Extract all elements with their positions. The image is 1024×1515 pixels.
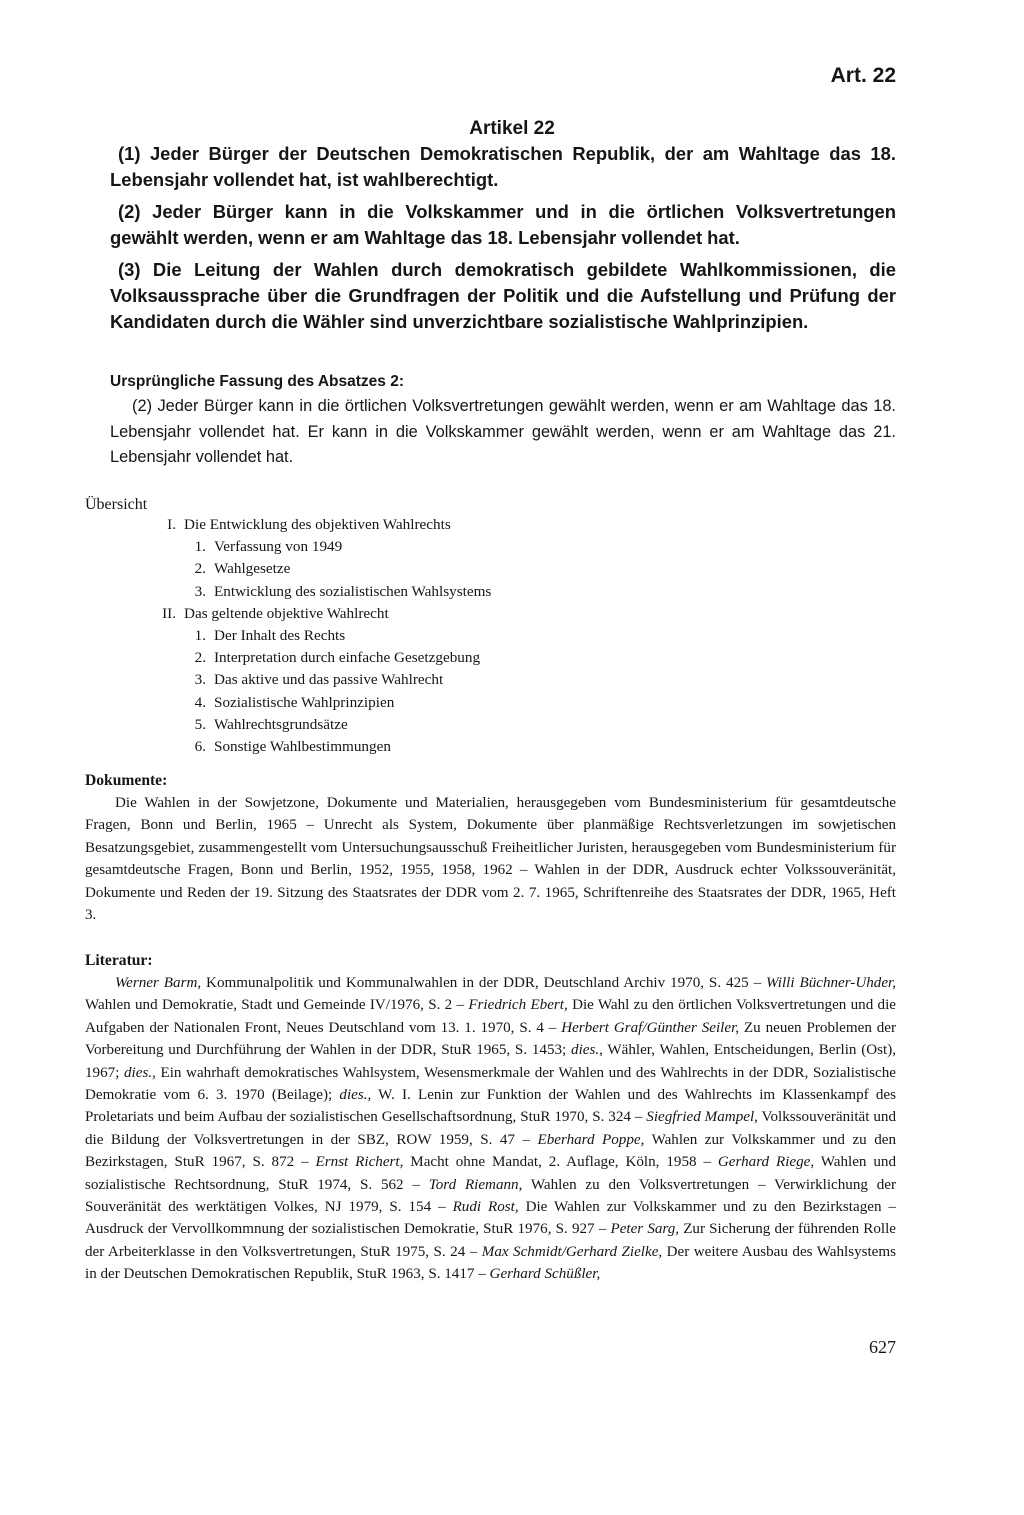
overview-item <box>150 581 491 603</box>
overview-item-number: 5. <box>194 715 206 733</box>
overview-item-number: 6. <box>194 737 206 755</box>
literature-citation: Macht ohne Mandat, 2. Auflage, Köln, 1958 – <box>403 1154 718 1171</box>
literature-text <box>85 972 896 1286</box>
overview-item-number: I. <box>167 516 176 533</box>
literature-citation: Wahlen zu den Volksvertretungen – Verwirklichung der Souveränität des werktätigen Volkes, NJ 1979, S. 154 – <box>85 1176 896 1216</box>
literature-author: Friedrich Ebert, <box>468 997 568 1014</box>
literature-citation: Zu neuen Problemen der Vorbereitung und Durchführung der Wahlen in der DDR, StuR 1965, S. 1453; <box>85 1019 897 1059</box>
overview-item-label: Die Entwicklung des objektiven Wahlrechts <box>184 516 451 533</box>
literature-author: Willi Büchner-Uhder, <box>766 975 897 991</box>
overview-item-label: Das geltende objektive Wahlrecht <box>184 604 389 622</box>
literature-author: dies., <box>571 1042 603 1059</box>
literature-citation: Der weitere Ausbau des Wahlsystems in der Deutschen Demokratischen Republik, StuR 1963, S. 1417 – <box>85 1243 896 1283</box>
original-version-heading: Ursprüngliche Fassung des Absatzes 2: <box>110 373 405 390</box>
literature-author: Peter Sarg, <box>610 1221 680 1238</box>
literature-author: dies., <box>124 1064 156 1081</box>
literature-author: Tord Riemann, <box>428 1176 523 1193</box>
documents-heading: Dokumente: <box>85 772 168 789</box>
literature-citation: Ein wahrhaft demokratisches Wahlsystem, Wesensmerkmale der Wahlen und des Wahlrechts in der DDR, Sozialistische Demokratie vom 6. 3. 1970 (Beilage); <box>85 1064 897 1104</box>
literature-author: Werner Barm, <box>115 975 202 991</box>
overview-item-label: Das aktive und das passive Wahlrecht <box>214 671 444 689</box>
overview-item-number: 3. <box>194 582 206 600</box>
article-paragraph-1: (1) Jeder Bürger der Deutschen Demokratischen Republik, der am Wahltage das 18. Lebensjahr vollendet hat, ist wahlberechtigt. <box>110 143 896 190</box>
overview-item <box>150 514 491 536</box>
overview-item-label: Sozialistische Wahlprinzipien <box>214 693 395 711</box>
original-version-section <box>110 370 896 471</box>
overview-heading: Übersicht <box>85 496 148 513</box>
literature-citation: Kommunalpolitik und Kommunalwahlen in der DDR, Deutschland Archiv 1970, S. 425 – <box>201 975 767 991</box>
overview-item-label: Wahlgesetze <box>214 560 291 578</box>
overview-item <box>150 692 491 714</box>
literature-citation: W. I. Lenin zur Funktion der Wahlen und des Wahlrechts im Klassenkampf des Proletariats und beim Aufbau der sozialistischen Gesellschaftsordnung, StuR 1970, S. 324 – <box>85 1087 896 1126</box>
overview-item <box>150 536 491 558</box>
overview-item-number: 3. <box>194 671 206 689</box>
article-paragraph-3: (3) Die Leitung der Wahlen durch demokratisch gebildete Wahlkommissionen, die Volksaussprache über die Grundfragen der Politik und die Aufstellung und Prüfung der Kandidaten durch die Wähler sind unverzichtbare sozialistische Wahlprinzipien. <box>110 259 896 332</box>
page-number: 627 <box>869 1337 896 1357</box>
overview-item <box>150 558 491 580</box>
literature-section <box>85 950 896 1286</box>
overview-item-label: Der Inhalt des Rechts <box>214 626 346 644</box>
running-header-article: Art. 22 <box>830 64 896 87</box>
literature-author: Eberhard Poppe, <box>537 1131 645 1148</box>
literature-citation: Wähler, Wahlen, Entscheidungen, Berlin (Ost), 1967; <box>85 1042 896 1081</box>
literature-author: Gerhard Riege, <box>717 1154 815 1171</box>
overview-item <box>150 647 491 669</box>
article-text <box>110 141 896 341</box>
overview-item <box>150 625 491 647</box>
literature-citation: Wahlen und Demokratie, Stadt und Gemeinde IV/1976, S. 2 – <box>85 997 469 1014</box>
overview-item <box>150 736 491 758</box>
literature-author: dies., <box>339 1087 372 1104</box>
overview-item-number: 4. <box>194 693 206 711</box>
overview-item-number: 2. <box>194 560 206 578</box>
overview-item-number: 1. <box>194 538 206 556</box>
overview-list <box>150 514 491 758</box>
literature-author: Siegfried Mampel, <box>646 1109 758 1126</box>
article-paragraph-2: (2) Jeder Bürger kann in die Volkskammer und in die örtlichen Volksvertretungen gewählt werden, wenn er am Wahltage das 18. Lebensjahr vollendet hat. <box>110 201 896 248</box>
article-title: Artikel 22 <box>469 118 555 139</box>
overview-item-number: 2. <box>194 649 206 667</box>
literature-citation: Volkssouveränität und die Bildung der Volksvertretungen in der SBZ, ROW 1959, S. 47 – <box>85 1109 896 1148</box>
literature-author: Herbert Graf/Günther Seiler, <box>561 1019 740 1036</box>
overview-item <box>150 603 491 625</box>
literature-author: Rudi Rost, <box>452 1199 519 1216</box>
overview-item-label: Wahlrechtsgrundsätze <box>214 715 348 733</box>
literature-citation: Zur Sicherung der führenden Rolle der Arbeiterklasse in den Volksvertretungen, StuR 1975, S. 24 – <box>85 1221 896 1260</box>
overview-item-label: Verfassung von 1949 <box>214 538 343 556</box>
literature-citation: Die Wahlen zur Volkskammer und zu den Bezirkstagen – Ausdruck der Vervollkommnung der sozialistischen Demokratie, StuR 1976, S. 927 – <box>85 1199 896 1238</box>
literature-author: Max Schmidt/Gerhard Zielke, <box>481 1243 663 1260</box>
overview-item <box>150 714 491 736</box>
overview-item-number: 1. <box>194 626 206 644</box>
literature-citation: Wahlen zur Volkskammer und zu den Bezirkstagen, StuR 1967, S. 872 – <box>85 1131 896 1171</box>
original-version-text: (2) Jeder Bürger kann in die örtlichen Volksvertretungen gewählt werden, wenn er am Wahltage das 18. Lebensjahr vollendet hat. Er kann in die Volkskammer gewählt werden, wenn er am Wahltage das 21. Lebensjahr vollendet hat. <box>110 397 896 466</box>
literature-author: Gerhard Schüßler, <box>489 1266 601 1283</box>
literature-author: Ernst Richert, <box>315 1154 404 1171</box>
literature-citation: Die Wahl zu den örtlichen Volksvertretungen und die Aufgaben der Nationalen Front, Neues Deutschland vom 13. 1. 1970, S. 4 – <box>85 997 896 1036</box>
documents-text: Die Wahlen in der Sowjetzone, Dokumente und Materialien, herausgegeben vom Bundesministerium für gesamtdeutsche Fragen, Bonn und Berlin, 1965 – Unrecht als System, Dokumente über planmäßige Rechtsverletzungen im sowjetischen Besatzungsgebiet, zusammengestellt vom Untersuchungsausschuß Freiheitlicher Juristen, herausgegeben vom Bundesministerium für gesamtdeutsche Fragen, Bonn und Berlin, 1952, 1955, 1958, 1962 – Wahlen in der DDR, Ausdruck echter Volkssouveränität, Dokumente und Reden der 19. Sitzung des Staatsrates der DDR vom 2. 7. 1965, Schriftenreihe des Staatsrates der DDR, 1965, Heft 3. <box>85 795 896 924</box>
overview-item-number: II. <box>162 604 176 622</box>
literature-heading: Literatur: <box>85 952 153 969</box>
documents-section <box>85 770 896 926</box>
overview-item-label: Sonstige Wahlbestimmungen <box>214 737 391 755</box>
overview-item-label: Entwicklung des sozialistischen Wahlsystems <box>214 582 492 600</box>
literature-citation: Wahlen und sozialistische Rechtsordnung, StuR 1974, S. 562 – <box>85 1154 897 1193</box>
overview-item-label: Interpretation durch einfache Gesetzgebung <box>214 649 481 667</box>
overview-item <box>150 669 491 691</box>
